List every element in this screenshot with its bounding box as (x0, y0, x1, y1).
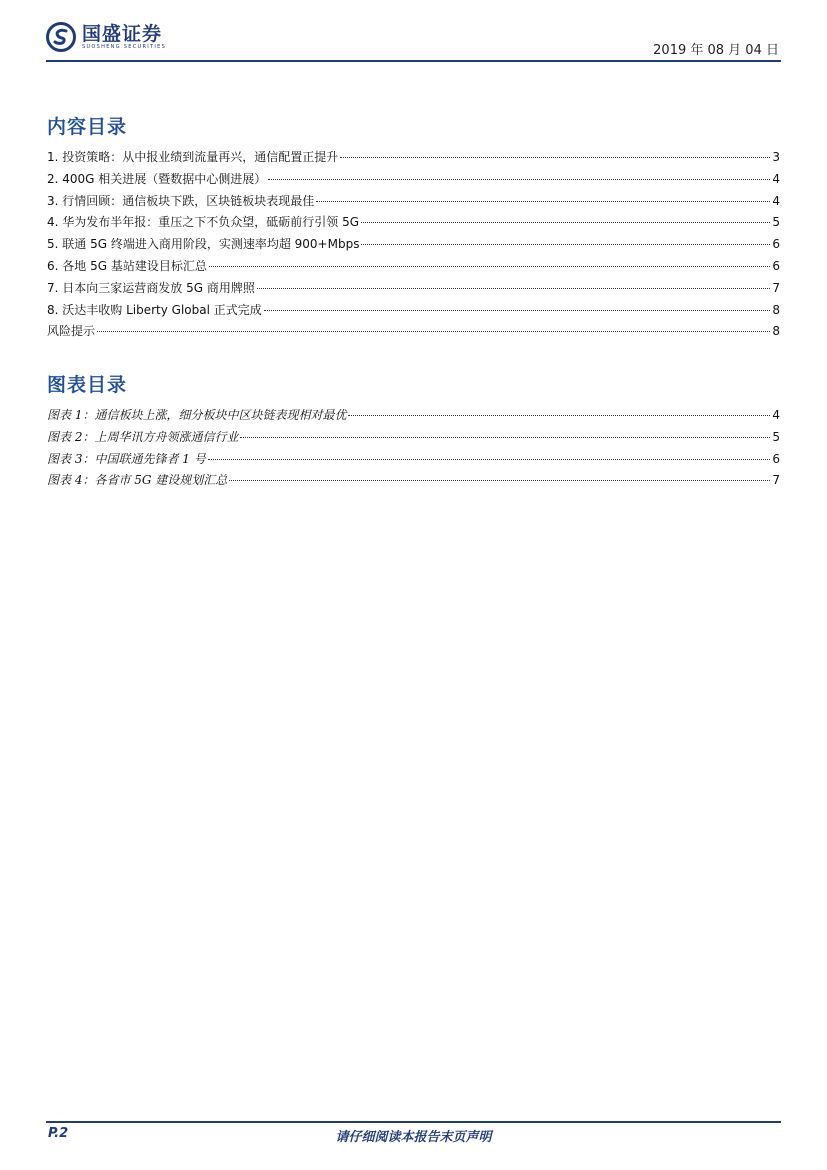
figure-item-title: 图表 2：上周华讯方舟领涨通信行业 (47, 429, 239, 444)
dot-leader (264, 310, 771, 311)
page-header (46, 22, 781, 62)
figures-heading: 图表目录 (47, 374, 128, 396)
toc-item-title: 8. 沃达丰收购 Liberty Global 正式完成 (47, 302, 262, 317)
dot-leader (348, 415, 770, 416)
toc-item[interactable] (47, 279, 780, 301)
toc-item-title: 1. 投资策略：从中报业绩到流量再兴，通信配置正提升 (47, 150, 339, 164)
page-number: P.2 (48, 1126, 69, 1141)
toc-item-page: 6 (772, 237, 780, 252)
contents-list (47, 148, 780, 344)
toc-item[interactable] (47, 192, 780, 214)
figure-item-title: 图表 1：通信板块上涨，细分板块中区块链表现相对最优 (47, 408, 347, 422)
figure-item-title: 图表 4：各省市 5G 建设规划汇总 (47, 473, 228, 488)
figure-item[interactable] (47, 450, 780, 472)
dot-leader (268, 179, 770, 180)
toc-item[interactable] (47, 170, 780, 192)
logo-subtitle: SUOSHENG SECURITIES (82, 44, 167, 50)
toc-item-title: 4. 华为发布半年报：重压之下不负众望，砥砺前行引领 5G (47, 215, 360, 230)
dot-leader (209, 266, 771, 267)
company-logo (46, 22, 166, 52)
figure-item[interactable] (47, 471, 780, 493)
toc-item-page: 4 (772, 171, 780, 186)
toc-item-page: 6 (772, 258, 780, 273)
toc-item[interactable] (47, 235, 780, 257)
figure-item-page: 5 (772, 429, 780, 444)
logo-name: 国盛证券 (82, 23, 163, 45)
figure-item-page: 6 (772, 451, 780, 466)
header-divider (46, 60, 781, 62)
toc-item-page: 8 (772, 302, 780, 317)
dot-leader (361, 244, 770, 245)
footer-divider (46, 1121, 781, 1123)
dot-leader (229, 480, 770, 481)
figure-item-title: 图表 3：中国联通先锋者 1 号 (47, 451, 206, 466)
toc-item[interactable] (47, 148, 780, 170)
toc-item-title: 2. 400G 相关进展（暨数据中心侧进展） (47, 171, 267, 186)
dot-leader (240, 437, 770, 438)
toc-item-page: 3 (772, 150, 780, 164)
dot-leader (97, 331, 770, 332)
toc-item[interactable] (47, 301, 780, 323)
figure-item[interactable] (47, 428, 780, 450)
dot-leader (361, 222, 770, 223)
figures-list (47, 406, 780, 493)
logo-emblem-icon (46, 22, 76, 52)
dot-leader (257, 288, 771, 289)
toc-item-page: 7 (772, 280, 780, 295)
toc-item-title: 5. 联通 5G 终端进入商用阶段，实测速率均超 900+Mbps (47, 237, 360, 252)
dot-leader (340, 157, 770, 158)
figure-item-page: 7 (772, 473, 780, 488)
contents-heading: 内容目录 (47, 116, 128, 138)
toc-item-title: 风险提示 (47, 324, 96, 339)
figure-item-page: 4 (772, 408, 780, 422)
toc-item-title: 3. 行情回顾：通信板块下跌，区块链板块表现最佳 (47, 193, 315, 208)
dot-leader (208, 459, 771, 460)
toc-item-page: 4 (772, 193, 780, 208)
report-date: 2019 年 08 月 04 日 (653, 43, 779, 58)
disclaimer-note: 请仔细阅读本报告末页声明 (335, 1130, 492, 1145)
toc-item-title: 7. 日本向三家运营商发放 5G 商用牌照 (47, 280, 255, 295)
toc-item-page: 8 (772, 324, 780, 339)
toc-item-title: 6. 各地 5G 基站建设目标汇总 (47, 258, 207, 273)
toc-item[interactable] (47, 213, 780, 235)
toc-item[interactable] (47, 322, 780, 344)
dot-leader (316, 201, 770, 202)
toc-item-page: 5 (772, 215, 780, 230)
figure-item[interactable] (47, 406, 780, 428)
toc-item[interactable] (47, 257, 780, 279)
